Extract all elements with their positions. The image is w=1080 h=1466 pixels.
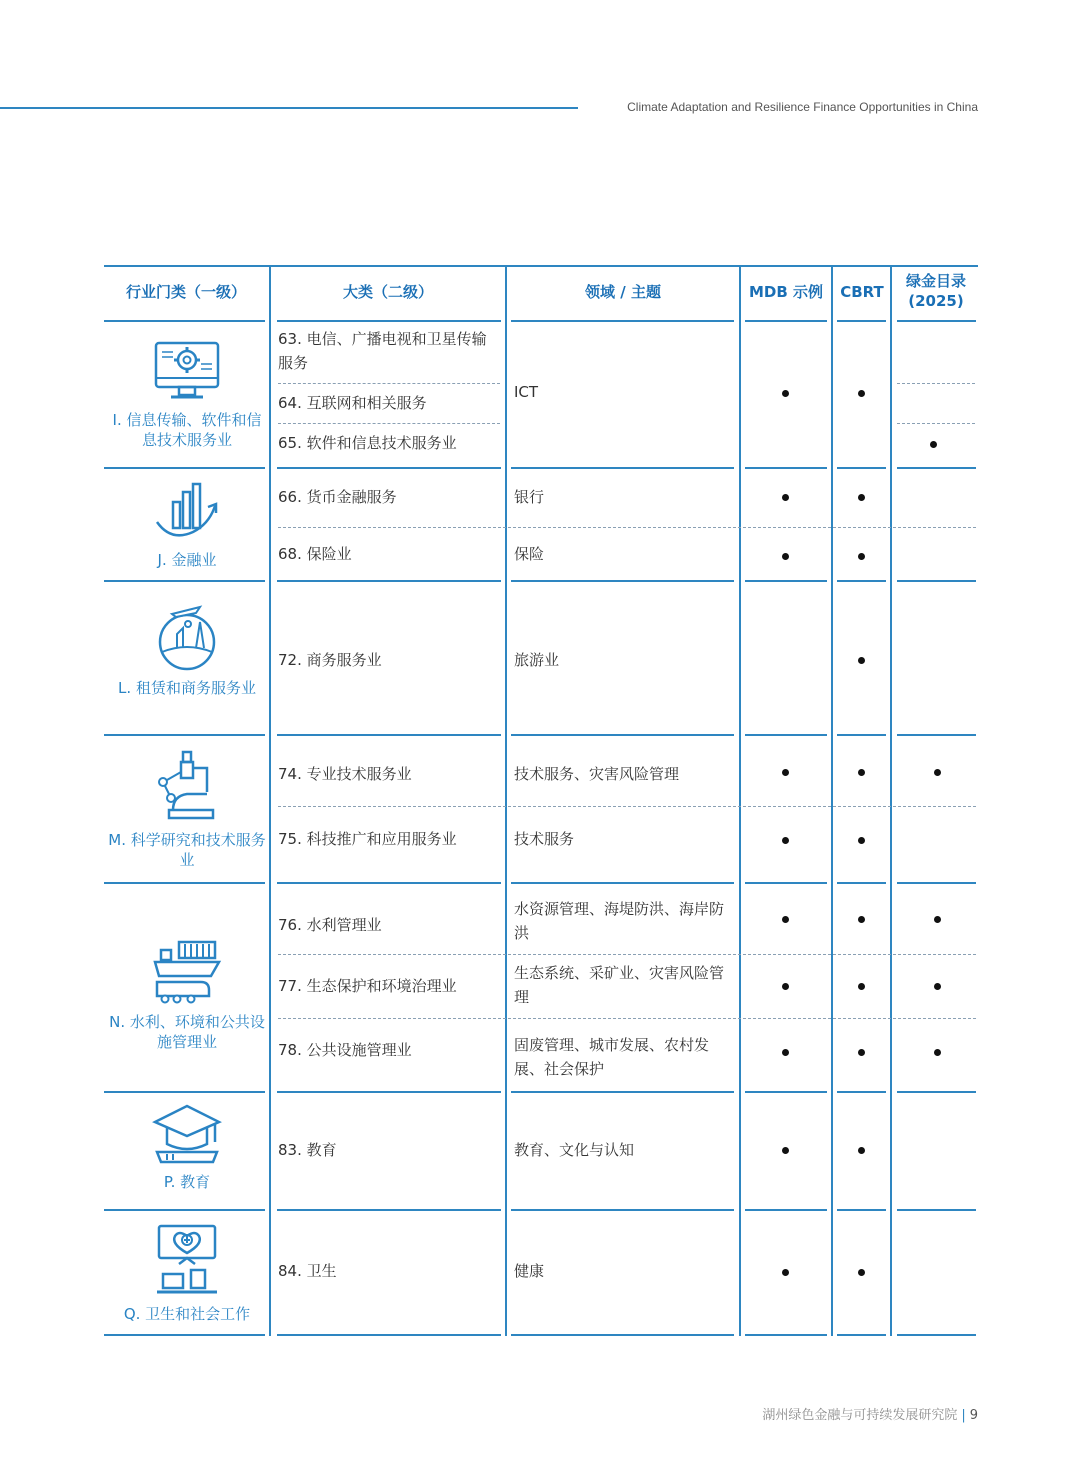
col-header-cbrt: CBRT xyxy=(840,283,884,301)
check-dot xyxy=(782,769,789,776)
check-dot xyxy=(782,1049,789,1056)
check-dot xyxy=(782,390,789,397)
category-label: Q. 卫生和社会工作 xyxy=(123,1305,251,1323)
check-dot xyxy=(782,1269,789,1276)
group-rule xyxy=(277,580,501,582)
table-row-subcategory: 77. 生态保护和环境治理业 xyxy=(278,977,457,995)
table-row-subcategory: 84. 卫生 xyxy=(278,1262,337,1280)
group-rule xyxy=(104,467,265,469)
check-dot xyxy=(858,983,865,990)
check-dot xyxy=(930,441,937,448)
page-number: 9 xyxy=(969,1408,978,1423)
table-row-subcategory: 63. 电信、广播电视和卫星传输服务 xyxy=(278,330,487,372)
group-rule xyxy=(897,580,976,582)
check-dot xyxy=(782,837,789,844)
check-dot xyxy=(782,916,789,923)
table-row-domain: 旅游业 xyxy=(514,651,560,669)
category-cell xyxy=(106,938,268,1052)
group-rule xyxy=(277,320,501,322)
group-rule xyxy=(745,1091,827,1093)
check-dot xyxy=(782,553,789,560)
check-dot xyxy=(934,916,941,923)
group-rule xyxy=(511,467,734,469)
group-rule xyxy=(837,580,886,582)
row-divider xyxy=(278,423,500,424)
group-rule xyxy=(277,1091,501,1093)
group-rule xyxy=(511,1091,734,1093)
group-rule xyxy=(277,1209,501,1211)
footer-separator: | xyxy=(961,1408,966,1423)
computer-gear-icon xyxy=(153,340,221,404)
graduation-cap-icon xyxy=(151,1102,223,1166)
group-rule xyxy=(511,1209,734,1211)
group-rule xyxy=(745,467,827,469)
group-rule xyxy=(897,734,976,736)
group-rule xyxy=(104,734,265,736)
table-row-subcategory: 75. 科技推广和应用服务业 xyxy=(278,830,457,848)
travel-globe-icon xyxy=(150,604,224,672)
table-row-domain: 保险 xyxy=(514,545,545,563)
table-row-domain: ICT xyxy=(514,383,539,401)
group-rule xyxy=(277,1334,501,1336)
table-row-subcategory: 78. 公共设施管理业 xyxy=(278,1041,412,1059)
group-rule xyxy=(745,1334,827,1336)
group-rule xyxy=(277,882,501,884)
col-divider xyxy=(831,266,833,1336)
table-row-subcategory: 74. 专业技术服务业 xyxy=(278,765,412,783)
check-dot xyxy=(782,1147,789,1154)
table-top-rule xyxy=(104,265,978,267)
col-header-green-catalog xyxy=(894,271,978,311)
group-rule xyxy=(277,734,501,736)
group-rule xyxy=(104,320,265,322)
category-cell xyxy=(106,1222,268,1324)
col-header-industry: 行业门类（一级） xyxy=(125,283,246,301)
group-rule xyxy=(745,882,827,884)
category-label: I. 信息传输、软件和信息技术服务业 xyxy=(112,411,262,449)
group-rule xyxy=(837,320,886,322)
check-dot xyxy=(858,1269,865,1276)
check-dot xyxy=(934,769,941,776)
group-rule xyxy=(104,882,265,884)
group-rule xyxy=(277,467,501,469)
category-cell xyxy=(106,1102,268,1192)
table-row-domain: 固废管理、城市发展、农村发展、社会保护 xyxy=(514,1036,710,1078)
col-divider xyxy=(890,266,892,1336)
table-row-domain: 生态系统、采矿业、灾害风险管理 xyxy=(514,964,725,1006)
category-label: L. 租赁和商务服务业 xyxy=(118,679,256,697)
col-header-green-catalog-line1: 绿金目录 xyxy=(905,272,966,290)
health-care-icon xyxy=(151,1222,223,1298)
group-rule xyxy=(897,467,976,469)
group-rule xyxy=(511,882,734,884)
category-cell xyxy=(106,748,268,870)
check-dot xyxy=(858,553,865,560)
col-header-mdb: MDB 示例 xyxy=(748,283,824,301)
table-row-domain: 银行 xyxy=(514,488,545,506)
table-row-domain: 技术服务、灾害风险管理 xyxy=(514,765,680,783)
row-divider xyxy=(278,806,976,807)
group-rule xyxy=(104,1091,265,1093)
check-dot xyxy=(858,769,865,776)
check-dot xyxy=(934,1049,941,1056)
check-dot xyxy=(858,494,865,501)
group-rule xyxy=(104,580,265,582)
group-rule xyxy=(104,1209,265,1211)
check-dot xyxy=(858,390,865,397)
group-rule xyxy=(745,580,827,582)
col-header-subcategory: 大类（二级） xyxy=(342,283,433,301)
table-row-subcategory: 65. 软件和信息技术服务业 xyxy=(278,434,457,452)
group-rule xyxy=(837,1209,886,1211)
table-row-subcategory: 72. 商务服务业 xyxy=(278,651,382,669)
check-dot xyxy=(934,983,941,990)
col-divider xyxy=(269,266,271,1336)
group-rule xyxy=(837,734,886,736)
group-rule xyxy=(511,320,734,322)
group-rule xyxy=(897,1334,976,1336)
row-divider xyxy=(278,1018,976,1019)
group-rule xyxy=(104,1334,265,1336)
group-rule xyxy=(897,1209,976,1211)
table-row-domain: 水资源管理、海堤防洪、海岸防洪 xyxy=(514,900,725,942)
group-rule xyxy=(897,1091,976,1093)
group-rule xyxy=(745,1209,827,1211)
table-row-subcategory: 68. 保险业 xyxy=(278,545,352,563)
group-rule xyxy=(897,882,976,884)
row-divider xyxy=(897,383,975,384)
category-label: P. 教育 xyxy=(163,1173,211,1191)
check-dot xyxy=(782,494,789,501)
row-divider xyxy=(897,423,975,424)
group-rule xyxy=(745,734,827,736)
group-rule xyxy=(837,467,886,469)
row-divider xyxy=(278,954,976,955)
category-cell xyxy=(106,604,268,698)
table-row-domain: 技术服务 xyxy=(514,830,575,848)
check-dot xyxy=(858,916,865,923)
category-label: N. 水利、环境和公共设施管理业 xyxy=(109,1013,265,1051)
page-footer xyxy=(762,1404,978,1423)
row-divider xyxy=(278,383,500,384)
col-divider xyxy=(505,266,507,1336)
category-cell xyxy=(106,340,268,450)
check-dot xyxy=(858,837,865,844)
microscope-icon xyxy=(153,748,221,824)
check-dot xyxy=(858,1147,865,1154)
table-row-subcategory: 66. 货币金融服务 xyxy=(278,488,397,506)
group-rule xyxy=(837,1091,886,1093)
check-dot xyxy=(858,1049,865,1056)
category-cell xyxy=(106,480,268,570)
table-row-subcategory: 76. 水利管理业 xyxy=(278,916,382,934)
check-dot xyxy=(782,983,789,990)
header-rule xyxy=(0,107,578,109)
col-header-domain: 领域 / 主题 xyxy=(585,283,661,301)
row-divider xyxy=(278,527,976,528)
table-row-domain: 教育、文化与认知 xyxy=(514,1141,635,1159)
col-divider xyxy=(739,266,741,1336)
group-rule xyxy=(837,882,886,884)
group-rule xyxy=(511,734,734,736)
group-rule xyxy=(511,580,734,582)
col-header-green-catalog-line2: (2025) xyxy=(908,292,964,310)
infrastructure-icon xyxy=(151,938,223,1006)
group-rule xyxy=(837,1334,886,1336)
check-dot xyxy=(858,657,865,664)
finance-chart-icon xyxy=(153,480,221,544)
group-rule xyxy=(745,320,827,322)
footer-org: 湖州绿色金融与可持续发展研究院 xyxy=(762,1408,958,1423)
group-rule xyxy=(511,1334,734,1336)
table-row-domain: 健康 xyxy=(514,1262,545,1280)
category-label: J. 金融业 xyxy=(157,551,217,569)
table-row-subcategory: 83. 教育 xyxy=(278,1141,337,1159)
category-label: M. 科学研究和技术服务业 xyxy=(108,831,266,869)
running-header: Climate Adaptation and Resilience Finance Opportunities in China xyxy=(627,100,978,114)
table-row-subcategory: 64. 互联网和相关服务 xyxy=(278,394,427,412)
group-rule xyxy=(897,320,976,322)
